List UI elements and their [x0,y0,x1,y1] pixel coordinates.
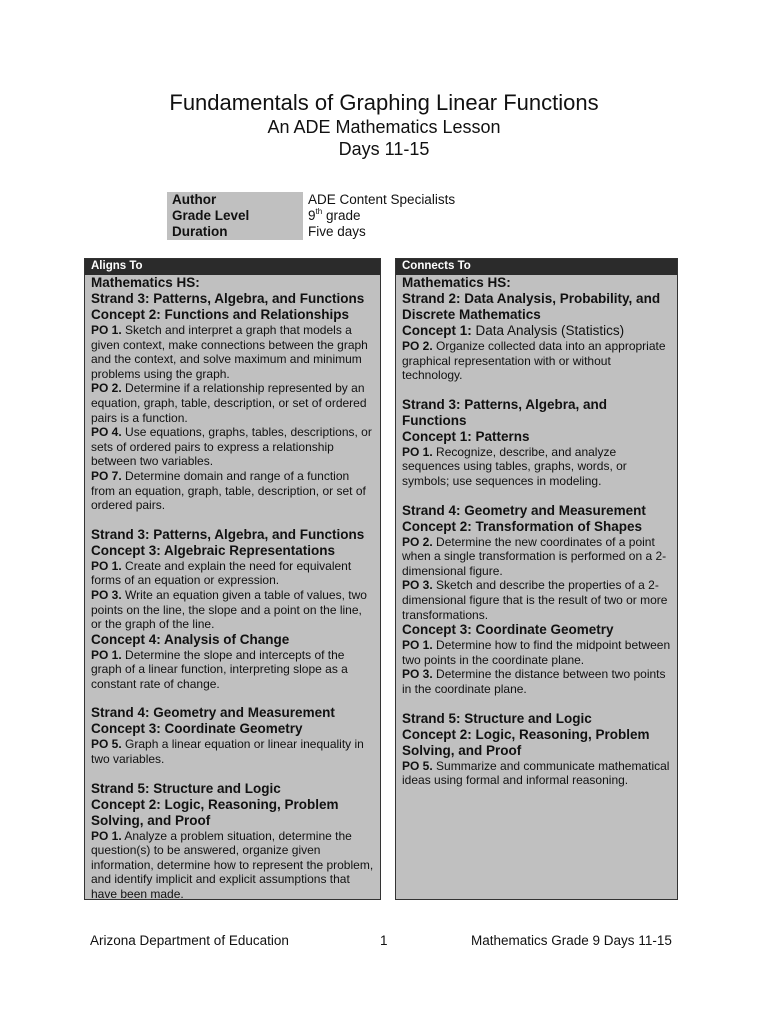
lesson-meta-table [167,192,455,240]
performance-objective: PO 1. Sketch and interpret a graph that models a given context, make connections between the graph and the context, and solve maximum and minimum problems using the graph. [91,323,368,381]
concept-heading: Concept 2: Logic, Reasoning, Problem Solving, and Proof [402,726,650,758]
strand-heading: Strand 2: Data Analysis, Probability, and Discrete Mathematics [402,291,661,322]
strand-heading: Strand 3: Patterns, Algebra, and Functions [91,291,365,306]
performance-objective: PO 1. Create and explain the need for equivalent forms of an equation or expression. [91,558,352,588]
concept-heading: Concept 3: Algebraic Representations [91,542,336,558]
document-title: Fundamentals of Graphing Linear Functions [169,90,599,115]
heading: Mathematics HS: [91,275,200,290]
concept-heading: Concept 4: Analysis of Change [91,631,290,647]
strand-heading: Strand 4: Geometry and Measurement [402,502,646,518]
connects-to-body [396,275,677,788]
grade-word: grade [322,208,361,223]
performance-objective: PO 4. Use equations, graphs, tables, descriptions, or sets of ordered pairs to express a relationship between two variables. [91,425,372,469]
grade-number: 9 [308,208,316,223]
performance-objective: PO 2. Determine if a relationship represented by an equation, graph, table, description, or set of ordered pairs is a function. [91,381,367,425]
performance-objective: PO 5. Graph a linear equation or linear inequality in two variables. [91,737,364,767]
meta-value [303,208,360,224]
aligns-to-column [84,258,381,900]
meta-row-duration [167,224,455,240]
aligns-to-header: Aligns To [85,259,380,275]
meta-row-grade [167,208,455,224]
performance-objective: PO 1. Determine the slope and intercepts of the graph of a linear function, interpreting slope as a constant rate of change. [91,647,348,691]
title-block [0,90,768,160]
concept-heading: Concept 2: Transformation of Shapes [402,518,643,534]
concept-heading: Concept 2: Functions and Relationships [91,307,350,322]
performance-objective: PO 2. Organize collected data into an appropriate graphical representation with or without technology. [402,339,666,383]
connects-to-header: Connects To [396,259,677,275]
footer-organization: Arizona Department of Education [90,933,289,948]
performance-objective: PO 1. Recognize, describe, and analyze sequences using tables, graphs, words, or symbols; use sequences in modeling. [402,444,627,488]
concept-heading: Concept 3: Coordinate Geometry [402,622,614,638]
performance-objective: PO 1. Determine how to find the midpoint between two points in the coordinate plane. [402,638,671,667]
aligns-to-body [85,275,380,902]
strand-heading: Strand 3: Patterns, Algebra, and Functions [91,526,365,542]
performance-objective: PO 2. Determine the new coordinates of a point when a single transformation is performed on a 2-dimensional figure. [402,534,667,578]
meta-key: Duration [167,224,303,240]
meta-row-author [167,192,455,208]
performance-objective: PO 7. Determine domain and range of a function from an equation, graph, table, description, or set of ordered pairs. [91,468,366,513]
strand-heading: Strand 3: Patterns, Algebra, and Functions [402,396,608,428]
concept-heading: Concept 1: Data Analysis (Statistics) [402,323,625,338]
performance-objective: PO 3. Determine the distance between two points in the coordinate plane. [402,667,666,696]
performance-objective: PO 1. Analyze a problem situation, determine the question(s) to be answered, organize given information, determine how to represent the problem, and identify implicit and explicit assumptions that have been made. [91,828,374,902]
performance-objective: PO 5. Summarize and communicate mathematical ideas using formal and informal reasoning. [402,758,670,788]
footer-page-number: 1 [380,933,388,948]
footer-course-info: Mathematics Grade 9 Days 11-15 [471,933,672,948]
connects-to-column [395,258,678,900]
performance-objective: PO 3. Sketch and describe the properties of a 2-dimensional figure that is the result of two or more transformations. [402,578,668,622]
meta-value: ADE Content Specialists [308,192,456,207]
strand-heading: Strand 4: Geometry and Measurement [91,705,335,721]
heading: Mathematics HS: [402,275,511,290]
concept-heading: Concept 1: Patterns [402,428,530,444]
meta-key: Author [167,192,303,208]
meta-key: Grade Level [167,208,303,224]
meta-value: Five days [308,224,366,239]
concept-heading: Concept 3: Coordinate Geometry [91,721,303,737]
document-subtitle: An ADE Mathematics Lesson [267,117,501,137]
concept-heading: Concept 2: Logic, Reasoning, Problem Solving, and Proof [91,796,339,828]
grade-suffix-sup: th [315,206,323,216]
strand-heading: Strand 5: Structure and Logic [91,780,281,796]
performance-objective: PO 3. Write an equation given a table of values, two points on the line, the slope and a point on the line, or the graph of the line. [91,587,367,632]
strand-heading: Strand 5: Structure and Logic [402,710,592,726]
document-days: Days 11-15 [338,139,430,159]
